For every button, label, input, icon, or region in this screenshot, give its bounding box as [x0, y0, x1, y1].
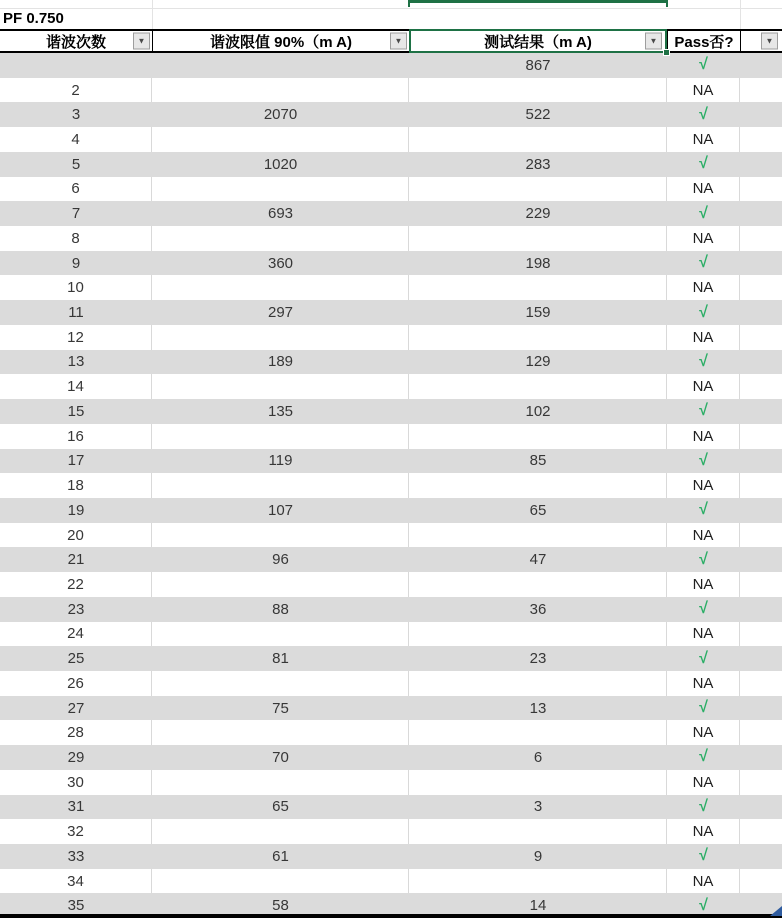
filter-dropdown-icon[interactable]: ▼	[761, 33, 778, 50]
cell-order[interactable]: 7	[71, 205, 81, 223]
cell-blank[interactable]	[740, 251, 782, 276]
cell-pass[interactable]: NA	[667, 720, 740, 745]
table-row	[0, 523, 782, 548]
gridline	[0, 8, 782, 9]
cell-order[interactable]: 18	[0, 473, 152, 498]
cell-pass[interactable]: √	[699, 501, 708, 519]
cell-result[interactable]: 14	[529, 897, 547, 915]
cell-order[interactable]: 19	[67, 501, 85, 519]
cell-pass[interactable]: √	[699, 451, 708, 469]
cell-order[interactable]: 33	[67, 847, 85, 865]
column-header-harmonic-order[interactable]	[0, 29, 152, 53]
cell-limit[interactable]: 96	[272, 551, 289, 569]
gridline	[152, 0, 153, 29]
cell-result[interactable]	[409, 770, 667, 795]
cell-order[interactable]: 4	[0, 127, 152, 152]
cell-blank[interactable]	[740, 399, 782, 424]
cell-order[interactable]: 8	[0, 226, 152, 251]
filter-dropdown-icon[interactable]: ▼	[645, 33, 662, 50]
cell-blank[interactable]	[740, 770, 782, 795]
table-row	[0, 350, 782, 375]
cell-pass[interactable]: NA	[667, 622, 740, 647]
cell-pass[interactable]: NA	[667, 671, 740, 696]
cell-pass[interactable]: NA	[667, 869, 740, 894]
cell-blank[interactable]	[740, 622, 782, 647]
cell-blank[interactable]	[740, 795, 782, 820]
cell-pass[interactable]: √	[699, 254, 708, 272]
cell-order[interactable]: 5	[71, 155, 81, 173]
cell-limit[interactable]: 58	[272, 897, 289, 915]
cell-order[interactable]: 24	[0, 622, 152, 647]
table-row	[0, 646, 782, 671]
cell-limit[interactable]	[152, 770, 409, 795]
cell-order[interactable]: 27	[67, 699, 85, 717]
cell-order[interactable]: 9	[71, 254, 81, 272]
cell-pass[interactable]: √	[699, 649, 708, 667]
table-body	[0, 53, 782, 918]
cell-blank[interactable]	[740, 473, 782, 498]
cell-pass[interactable]: √	[699, 847, 708, 865]
cell-limit[interactable]	[152, 869, 409, 894]
cell-order[interactable]: 25	[67, 650, 85, 668]
table-row	[0, 424, 782, 449]
cell-limit[interactable]	[152, 78, 409, 103]
selection-border-above	[408, 0, 668, 7]
cell-limit[interactable]: 2070	[263, 106, 298, 124]
cell-blank[interactable]	[740, 869, 782, 894]
cell-blank[interactable]	[740, 449, 782, 474]
cell-pass[interactable]: NA	[667, 374, 740, 399]
cell-result[interactable]: 9	[533, 847, 543, 865]
cell-pass[interactable]: √	[699, 204, 708, 222]
cell-result[interactable]	[409, 127, 667, 152]
cell-blank[interactable]	[740, 53, 782, 78]
cell-order[interactable]: 20	[0, 523, 152, 548]
table-row	[0, 102, 782, 127]
table-row	[0, 473, 782, 498]
cell-limit[interactable]: 297	[267, 304, 294, 322]
cell-result[interactable]: 23	[529, 650, 547, 668]
cell-pass[interactable]: NA	[667, 523, 740, 548]
table-row	[0, 201, 782, 226]
cell-result[interactable]	[409, 523, 667, 548]
table-row	[0, 770, 782, 795]
cell-blank[interactable]	[740, 152, 782, 177]
cell-blank[interactable]	[740, 844, 782, 869]
cell-order[interactable]: 15	[67, 402, 85, 420]
cell-blank[interactable]	[740, 572, 782, 597]
cell-limit[interactable]: 119	[268, 452, 293, 470]
cell-pass[interactable]: NA	[667, 78, 740, 103]
cell-order[interactable]: 12	[0, 325, 152, 350]
cell-order[interactable]: 13	[67, 353, 85, 371]
cell-pass[interactable]: NA	[667, 572, 740, 597]
table-row	[0, 152, 782, 177]
cell-limit[interactable]	[152, 275, 409, 300]
cell-limit[interactable]: 88	[272, 600, 289, 618]
table-row	[0, 819, 782, 844]
column-header-label: Pass否?	[674, 33, 734, 51]
cell-order[interactable]: 22	[0, 572, 152, 597]
cell-limit[interactable]: 61	[272, 847, 289, 865]
cell-order[interactable]: 2	[0, 78, 152, 103]
cell-limit[interactable]	[152, 374, 409, 399]
cell-limit[interactable]	[152, 53, 409, 78]
table-row	[0, 572, 782, 597]
cell-pass[interactable]: NA	[667, 275, 740, 300]
cell-order[interactable]: 10	[0, 275, 152, 300]
cell-blank[interactable]	[740, 671, 782, 696]
cell-blank[interactable]	[740, 226, 782, 251]
cell-result[interactable]: 85	[529, 452, 547, 470]
cell-result[interactable]	[409, 819, 667, 844]
table-row	[0, 300, 782, 325]
cell-limit[interactable]	[152, 473, 409, 498]
cell-pass[interactable]: √	[699, 896, 708, 914]
cell-order[interactable]: 31	[67, 798, 85, 816]
column-header-harmonic-limit[interactable]	[152, 29, 409, 53]
column-header-label: 谐波次数	[45, 33, 106, 51]
cell-order[interactable]: 34	[0, 869, 152, 894]
cell-order[interactable]: 26	[0, 671, 152, 696]
cell-order[interactable]: 21	[67, 551, 85, 569]
cell-result[interactable]: 102	[525, 402, 551, 420]
cell-blank[interactable]	[740, 374, 782, 399]
cell-blank[interactable]	[740, 424, 782, 449]
table-row	[0, 325, 782, 350]
cell-limit[interactable]	[152, 325, 409, 350]
cell-result[interactable]	[409, 177, 667, 202]
column-header-label: 谐波限值 90%（m A)	[210, 33, 352, 51]
column-header-blank[interactable]	[740, 29, 782, 53]
table-row	[0, 78, 782, 103]
cell-blank[interactable]	[740, 720, 782, 745]
cell-result[interactable]: 129	[525, 353, 551, 371]
column-header-pass[interactable]	[667, 29, 740, 53]
cell-blank[interactable]	[740, 127, 782, 152]
table-row	[0, 671, 782, 696]
cell-blank[interactable]	[740, 646, 782, 671]
cell-limit[interactable]	[152, 819, 409, 844]
cell-blank[interactable]	[740, 177, 782, 202]
cell-pass[interactable]: √	[699, 550, 708, 568]
cell-limit[interactable]	[152, 572, 409, 597]
cell-limit[interactable]	[152, 720, 409, 745]
table-row	[0, 449, 782, 474]
cell-result[interactable]	[409, 869, 667, 894]
cell-result[interactable]	[409, 424, 667, 449]
cell-order[interactable]	[0, 53, 152, 78]
cell-limit[interactable]: 70	[272, 748, 289, 766]
pf-cell[interactable]: PF 0.750	[3, 10, 64, 27]
table-row	[0, 869, 782, 894]
cell-blank[interactable]	[740, 547, 782, 572]
table-row	[0, 251, 782, 276]
cell-blank[interactable]	[740, 696, 782, 721]
gridline	[740, 0, 741, 29]
cell-result[interactable]	[409, 473, 667, 498]
cell-pass[interactable]: NA	[667, 819, 740, 844]
cell-order[interactable]: 32	[0, 819, 152, 844]
cell-pass[interactable]: √	[699, 56, 708, 74]
table-row	[0, 597, 782, 622]
cell-result[interactable]: 6	[533, 748, 543, 766]
cell-order[interactable]: 11	[68, 304, 84, 322]
cell-limit[interactable]: 81	[272, 650, 289, 668]
cell-order[interactable]: 29	[67, 748, 85, 766]
cell-limit[interactable]: 107	[267, 501, 294, 519]
filter-dropdown-icon[interactable]: ▼	[133, 33, 150, 50]
cell-result[interactable]: 65	[529, 501, 547, 519]
cell-pass[interactable]: √	[699, 303, 708, 321]
cell-blank[interactable]	[740, 745, 782, 770]
cell-result[interactable]	[409, 78, 667, 103]
cell-pass[interactable]: NA	[667, 177, 740, 202]
cell-pass[interactable]: NA	[667, 325, 740, 350]
table-row	[0, 399, 782, 424]
cell-pass[interactable]: √	[699, 699, 708, 717]
cell-limit[interactable]: 75	[272, 699, 289, 717]
cell-result[interactable]: 13	[529, 699, 547, 717]
cell-result[interactable]: 522	[525, 106, 551, 124]
cell-pass[interactable]: √	[699, 748, 708, 766]
cell-order[interactable]: 16	[0, 424, 152, 449]
cell-result[interactable]: 229	[525, 205, 551, 223]
cell-limit[interactable]: 693	[267, 205, 294, 223]
cell-limit[interactable]: 189	[267, 353, 294, 371]
table-row	[0, 127, 782, 152]
cell-pass[interactable]: √	[699, 352, 708, 370]
cell-limit[interactable]	[152, 177, 409, 202]
cell-result[interactable]: 47	[529, 551, 547, 569]
cell-order[interactable]: 14	[0, 374, 152, 399]
column-header-label: 测试结果（m A)	[484, 33, 592, 51]
cell-limit[interactable]: 65	[272, 798, 289, 816]
table-row	[0, 696, 782, 721]
cell-order[interactable]: 23	[67, 600, 85, 618]
cell-limit[interactable]: 1020	[263, 155, 298, 173]
table-row	[0, 720, 782, 745]
cell-pass[interactable]: √	[699, 797, 708, 815]
cell-limit[interactable]	[152, 622, 409, 647]
cell-result[interactable]: 36	[529, 600, 547, 618]
cell-pass[interactable]: NA	[667, 226, 740, 251]
cell-limit[interactable]	[152, 424, 409, 449]
cell-order[interactable]: 30	[0, 770, 152, 795]
cell-order[interactable]: 6	[0, 177, 152, 202]
cell-blank[interactable]	[740, 300, 782, 325]
table-row	[0, 498, 782, 523]
cell-blank[interactable]	[740, 597, 782, 622]
cell-result[interactable]: 198	[525, 254, 551, 272]
table-row	[0, 622, 782, 647]
cell-blank[interactable]	[740, 819, 782, 844]
filter-dropdown-icon[interactable]: ▼	[390, 33, 407, 50]
cell-order[interactable]: 28	[0, 720, 152, 745]
cell-pass[interactable]: NA	[667, 127, 740, 152]
cell-result[interactable]	[409, 226, 667, 251]
cell-result[interactable]	[409, 374, 667, 399]
cell-order[interactable]: 3	[71, 106, 81, 124]
cell-order[interactable]: 17	[67, 452, 85, 470]
fill-handle[interactable]	[663, 49, 670, 56]
cell-pass[interactable]: NA	[667, 424, 740, 449]
column-header-test-result[interactable]	[409, 29, 667, 53]
cell-limit[interactable]: 135	[267, 402, 294, 420]
cell-order[interactable]: 35	[67, 897, 85, 915]
table-row	[0, 844, 782, 869]
cell-blank[interactable]	[740, 275, 782, 300]
cell-result[interactable]	[409, 671, 667, 696]
cell-result[interactable]	[409, 325, 667, 350]
cell-blank[interactable]	[740, 201, 782, 226]
table-row	[0, 374, 782, 399]
cell-pass[interactable]: √	[699, 402, 708, 420]
cell-blank[interactable]	[740, 350, 782, 375]
cell-blank[interactable]	[740, 78, 782, 103]
cell-result[interactable]: 867	[525, 56, 551, 74]
table-row	[0, 53, 782, 78]
cell-blank[interactable]	[740, 325, 782, 350]
cell-pass[interactable]: √	[699, 600, 708, 618]
cell-result[interactable]	[409, 275, 667, 300]
cell-result[interactable]	[409, 720, 667, 745]
cell-limit[interactable]	[152, 127, 409, 152]
cell-pass[interactable]: NA	[667, 473, 740, 498]
cell-result[interactable]	[409, 622, 667, 647]
table-row	[0, 275, 782, 300]
cell-pass[interactable]: √	[699, 155, 708, 173]
table-row	[0, 226, 782, 251]
cell-blank[interactable]	[740, 102, 782, 127]
cell-blank[interactable]	[740, 498, 782, 523]
cell-blank[interactable]	[740, 523, 782, 548]
table-row	[0, 745, 782, 770]
table-row	[0, 177, 782, 202]
cell-pass[interactable]: NA	[667, 770, 740, 795]
cell-result[interactable]: 159	[525, 304, 551, 322]
table-bottom-border	[0, 914, 782, 918]
corner-marker-icon	[770, 906, 782, 916]
cell-limit[interactable]	[152, 523, 409, 548]
cell-result[interactable]: 283	[525, 155, 551, 173]
cell-pass[interactable]: √	[699, 105, 708, 123]
cell-result[interactable]: 3	[533, 798, 543, 816]
cell-limit[interactable]	[152, 226, 409, 251]
cell-result[interactable]	[409, 572, 667, 597]
cell-limit[interactable]	[152, 671, 409, 696]
table-row	[0, 547, 782, 572]
cell-limit[interactable]: 360	[267, 254, 294, 272]
table-row	[0, 795, 782, 820]
